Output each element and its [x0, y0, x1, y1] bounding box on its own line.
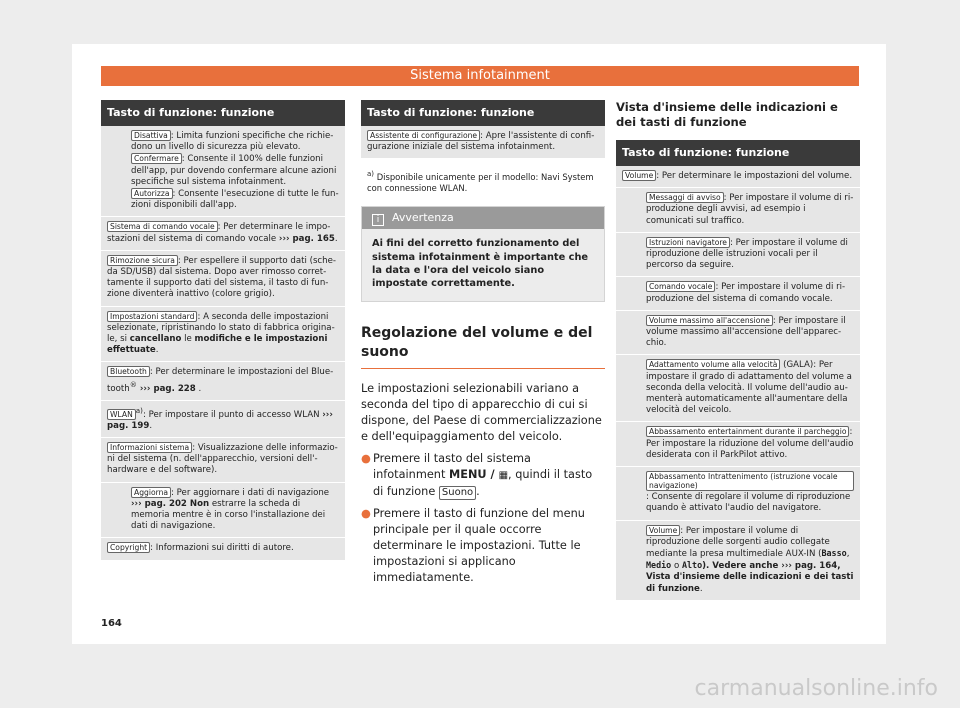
table-row: Bluetooth : Per determinare le impostazioni del Bluetooth® ››› pag. 228 .: [101, 362, 345, 400]
table-row: WLAN $^{a)}$: Per impostare il punto di accesso WLAN ››› pag. 199.: [101, 401, 345, 438]
table-row: Disattiva : Limita funzioni specifiche che richiedono un livello di sicurezza più elevato. Confermare : Consente il 100% delle funzioni dell'app, pur dovendo confermare alcune azioni specifiche sul sistema infotainment. Autorizza : Consente l'esecuzione di tutte le funzioni disponibili dall'app.: [101, 126, 345, 217]
note-text: Ai fini del corretto funzionamento del sistema infotainment è importante che la data e l'ora del veicolo siano impostate correttamente.: [372, 238, 589, 290]
table-row: Adattamento volume alla velocità (GALA): Per impostare il grado di adattamento del volume a seconda della velocità. Il volume dell'audio aumenterà automaticamente all'aumentare della velocità del veicolo.: [616, 355, 860, 422]
page-reference: ››› pag. 165: [278, 233, 335, 244]
function-key: Assistente di configurazione: [367, 130, 480, 141]
table-row: Assistente di configurazione : Apre l'assistente di configurazione iniziale del sistema infotainment.: [361, 126, 605, 159]
function-key: Volume: [622, 170, 656, 181]
function-key: Abbassamento entertainment durante il parcheggio: [646, 426, 849, 437]
table-row: Volume massimo all'accensione : Per impostare il volume massimo all'accensione dell'apparecchio.: [616, 311, 860, 356]
table-header: Tasto di funzione: funzione: [616, 140, 860, 166]
function-key: Istruzioni navigatore: [646, 237, 730, 248]
footnote: $^{a)}$ Disponibile unicamente per il modello: Navi System con connessione WLAN.: [367, 170, 594, 194]
table-row: Volume : Per determinare le impostazioni del volume.: [616, 166, 860, 188]
column-left: [101, 100, 345, 561]
column-middle: [361, 100, 605, 586]
table-row: Impostazioni standard : A seconda delle impostazioni selezionate, ripristinando lo stato di fabbrica originale, si cancellano le modifiche e le impostazioni effettuate.: [101, 307, 345, 363]
table-row: Messaggi di avviso : Per impostare il volume di riproduzione degli avvisi, ad esempio i comunicati sul traffico.: [616, 188, 860, 233]
table-header: Tasto di funzione: funzione: [101, 100, 345, 126]
paragraph: Le impostazioni selezionabili variano a seconda del tipo di apparecchio di cui si dispone, del Paese di commercializzazione e dell'equipaggiamento del veicolo.: [361, 381, 602, 443]
page-reference: ). Vedere anche ››› pag. 164, Vista d'insieme delle indicazioni e dei tasti di funzione: [646, 561, 854, 594]
info-icon: i: [372, 214, 384, 226]
function-key: Volume: [646, 525, 680, 536]
function-key: Bluetooth: [107, 366, 150, 377]
bullet-icon: ●: [361, 506, 371, 520]
table-row: Informazioni sistema : Visualizzazione delle informazioni del sistema (n. dell'apparecchio, versioni dell'hardware e del software).: [101, 438, 345, 483]
function-key: WLAN: [107, 409, 136, 420]
section-title: Vista d'insieme delle indicazioni e dei tasti di funzione: [616, 100, 838, 129]
function-key: Confermare: [131, 153, 182, 164]
function-key: Abbassamento Intrattenimento (istruzione vocale navigazione): [646, 471, 854, 491]
table-row: Abbassamento Intrattenimento (istruzione vocale navigazione): Consente di regolare il volume di riproduzione quando è attivato l'audio del navigatore.: [616, 467, 860, 521]
table-row: Aggiorna : Per aggiornare i dati di navigazione ››› pag. 202 Non estrarre la scheda di memoria mentre è in corso l'installazione dei dati di navigazione.: [101, 483, 345, 539]
function-key: Adattamento volume alla velocità: [646, 359, 780, 370]
note-box: [361, 206, 605, 302]
bullet-icon: ●: [361, 451, 371, 465]
table-row: Copyright : Informazioni sui diritti di autore.: [101, 538, 345, 560]
table-row: Volume : Per impostare il volume di riproduzione delle sorgenti audio collegate mediante la presa multimediale AUX-IN (Basso, Medio o Alto). Vedere anche ››› pag. 164, Vista d'insieme delle indicazioni e dei tasti di funzione.: [616, 521, 860, 601]
page-number: 164: [101, 618, 122, 629]
function-key: Suono: [439, 486, 476, 500]
section-title: Regolazione del volume e del suono: [361, 324, 605, 369]
grid-icon: ▦: [498, 469, 509, 481]
note-header: i Avvertenza: [362, 207, 604, 229]
list-item: ● Premere il tasto di funzione del menu principale per il quale occorre determinare le impostazioni. Tutte le impostazioni si applicano immediatamente.: [361, 506, 585, 584]
function-key: Informazioni sistema: [107, 442, 192, 453]
function-key: Disattiva: [131, 130, 171, 141]
page-reference: ››› pag. 199: [107, 409, 333, 431]
page-reference: ››› pag. 228: [136, 383, 196, 394]
function-key: Copyright: [107, 542, 150, 553]
table-row: Sistema di comando vocale : Per determinare le impostazioni del sistema di comando vocale ››› pag. 165.: [101, 217, 345, 250]
list-item: ● Premere il tasto del sistema infotainment MENU / ▦, quindi il tasto di funzione Suono .: [361, 451, 593, 498]
table-header: Tasto di funzione: funzione: [361, 100, 605, 126]
table-row: Istruzioni navigatore : Per impostare il volume di riproduzione delle istruzioni vocali per il percorso da seguire.: [616, 233, 860, 278]
function-key: Rimozione sicura: [107, 255, 178, 266]
column-right: [616, 100, 860, 601]
function-key: Aggiorna: [131, 487, 171, 498]
table-row: Abbassamento entertainment durante il parcheggio : Per impostare la riduzione del volume dell'audio desiderata con il ParkPilot attivo.: [616, 422, 860, 467]
function-key: Autorizza: [131, 188, 173, 199]
function-key: Impostazioni standard: [107, 311, 197, 322]
function-key: Comando vocale: [646, 281, 715, 292]
section-header-title: Sistema infotainment: [410, 68, 550, 83]
function-key: Sistema di comando vocale: [107, 221, 218, 232]
function-key: Messaggi di avviso: [646, 192, 724, 203]
page-reference: ››› pag. 202: [131, 498, 187, 509]
table-row: Comando vocale : Per impostare il volume di riproduzione del sistema di comando vocale.: [616, 277, 860, 310]
function-key: Volume massimo all'accensione: [646, 315, 773, 326]
watermark: carmanualsonline.info: [694, 676, 938, 701]
section-header-bar: [101, 66, 859, 86]
table-row: Rimozione sicura : Per espellere il supporto dati (scheda SD/USB) dal sistema. Dopo aver rimosso correttamente il supporto dati del sistema, il tasto di funzione diventerà inattivo (colore grigio).: [101, 251, 345, 307]
